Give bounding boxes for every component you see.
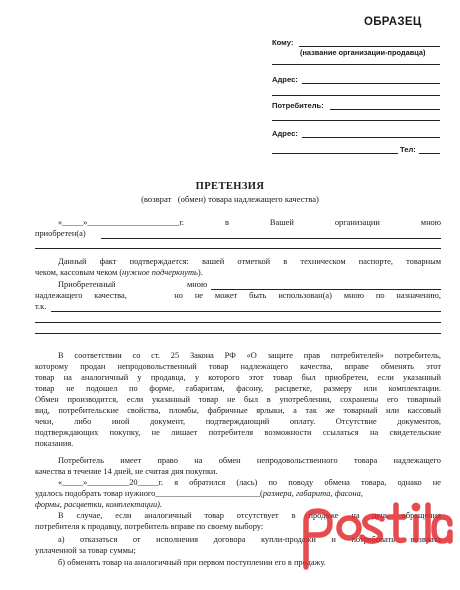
- law-line: Обмен производится, если указанный товар не был в употреблении, сохранены его товарный: [35, 395, 441, 404]
- item-name-line: [211, 289, 441, 290]
- law-line: вид, потребительские свойства, пломбы, фабричные ярлыки, а так же товарный или кассовый: [35, 406, 441, 415]
- quality-line: надлежащего качества, но не может быть использован(а) мною по назначению,: [35, 291, 441, 300]
- org-line: [272, 64, 440, 65]
- purchased-item-label: Приобретенный: [58, 280, 116, 289]
- exchange-attempt-text: удалось подобрать товар нужного_________________________(: [35, 489, 263, 498]
- confirmation-text: чеком, кассовым чеком (: [35, 268, 123, 277]
- confirmation-line-2: [35, 268, 203, 279]
- claim-title: ПРЕТЕНЗИЯ: [195, 181, 265, 192]
- purchase-date-line: «_____»______________________г. в Вашей организации мною: [58, 218, 441, 227]
- law-line: В соответствии со ст. 25 Закона РФ «О защите прав потребителей» потребитель,: [58, 351, 441, 360]
- option-a-line-1: а) отказаться от исполнения договора купли-продажи и потребовать возврата: [58, 535, 441, 544]
- phone-label: Тел:: [400, 145, 416, 154]
- exchange-attempt-line-1: «_____»__________20_____г. я обратился (лась) по поводу обмена товара, однако не: [58, 478, 441, 487]
- reason-line-1: [51, 311, 441, 312]
- address-line-2: [302, 137, 440, 138]
- consumer-label: Потребитель:: [272, 101, 324, 110]
- phone-line-b: [419, 153, 440, 154]
- no-analog-line-2: потребителя к продавцу, потребитель вправе по своему выбору:: [35, 522, 264, 531]
- phone-line: [272, 153, 398, 154]
- address-label-2: Адрес:: [272, 129, 298, 138]
- consumer-line: [330, 109, 440, 110]
- exchange-attempt-line-3: формы, расцветки, комплектации).: [35, 500, 163, 509]
- address-line-1: [302, 83, 440, 84]
- option-a-line-2: уплаченной за товар суммы;: [35, 546, 136, 555]
- no-analog-line-1: В случае, если аналогичный товар отсутствует в продаже на день обращения: [58, 511, 441, 520]
- law-line: чеки, либо иной документ, подтверждающий оплату. Отсутствие документов,: [35, 417, 441, 426]
- exchange-attempt-hint: размера, габарита, фасона,: [262, 489, 363, 498]
- law-line: товар не подошел по форме, габаритам, фасону, расцветке, размеру или комплектации.: [35, 384, 441, 393]
- confirmation-end: ).: [197, 268, 203, 277]
- to-line: [299, 46, 440, 47]
- reason-label: т.к.: [35, 302, 47, 311]
- to-label: Кому:: [272, 38, 294, 47]
- sample-label: ОБРАЗЕЦ: [364, 16, 422, 28]
- law-line-last: показания.: [35, 439, 74, 448]
- blank-line-1: [35, 248, 441, 249]
- law-line: которому продан непродовольственный товар надлежащего качества, вправе обменять этот: [35, 362, 441, 371]
- underline-hint: нужное подчеркнуть: [122, 268, 198, 277]
- by-me-label: мною: [187, 280, 208, 289]
- law-line: подтверждающих покупку, не лишает потребителя возможности ссылаться на свидетельские: [35, 428, 441, 437]
- law-line: товар на аналогичный у продавца, у которого этот товар был приобретен, если указанный: [35, 373, 441, 382]
- confirmation-line-1: Данный факт подтверждается: вашей отметкой в техническом паспорте, товарным: [58, 257, 441, 266]
- postila-watermark-logo: [296, 497, 456, 579]
- org-name-caption: (название организации-продавца): [300, 48, 426, 57]
- address-line-1b: [272, 95, 440, 96]
- purchased-item-line: [101, 238, 441, 239]
- purchased-label: приобретен(а): [35, 229, 86, 238]
- option-b-line: б) обменять товар на аналогичный при первом поступлении его в продажу.: [58, 558, 326, 567]
- consumer-line-b: [272, 120, 440, 121]
- reason-line-2: [35, 322, 441, 323]
- exchange-right-line-1: Потребитель имеет право на обмен непродовольственного товара надлежащего: [58, 456, 441, 465]
- reason-line-3: [35, 333, 441, 334]
- address-label-1: Адрес:: [272, 75, 298, 84]
- claim-subtitle: (возврат (обмен) товара надлежащего качества): [141, 194, 319, 204]
- exchange-right-line-2: качества в течение 14 дней, не считая дня покупки.: [35, 467, 218, 476]
